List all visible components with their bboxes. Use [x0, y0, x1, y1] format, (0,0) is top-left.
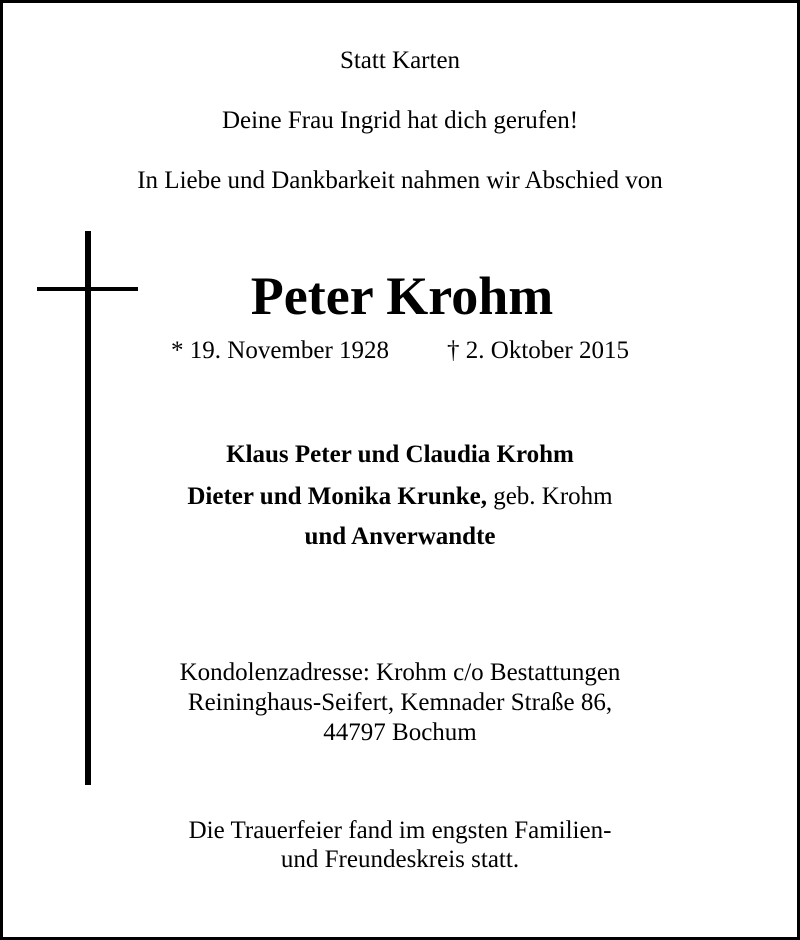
- condolence-line-1: Kondolenzadresse: Krohm c/o Bestattungen: [179, 659, 621, 686]
- family-line-2-names: Dieter und Monika Krunke,: [187, 483, 487, 510]
- condolence-line-3: 44797 Bochum: [323, 719, 477, 746]
- intro-line: Deine Frau Ingrid hat dich gerufen!: [221, 107, 579, 134]
- heading: Statt Karten: [339, 47, 461, 74]
- life-dates: [3, 336, 797, 366]
- death-date: † 2. Oktober 2015: [447, 337, 629, 364]
- family-line-2-maiden: geb. Krohm: [486, 483, 613, 510]
- deceased-name: Peter Krohm: [250, 266, 554, 326]
- funeral-note-line-1: Die Trauerfeier fand im engsten Familien-: [188, 817, 612, 844]
- family-line-1: Klaus Peter und Claudia Krohm: [226, 441, 574, 468]
- birth-date: * 19. November 1928: [171, 337, 390, 364]
- family-line-3: und Anverwandte: [304, 523, 496, 550]
- farewell-line: In Liebe und Dankbarkeit nahmen wir Abschied von: [137, 167, 663, 194]
- family-line-2: [3, 482, 797, 512]
- condolence-line-2: Reininghaus-Seifert, Kemnader Straße 86,: [187, 689, 613, 716]
- funeral-note-line-2: und Freundeskreis statt.: [280, 846, 520, 873]
